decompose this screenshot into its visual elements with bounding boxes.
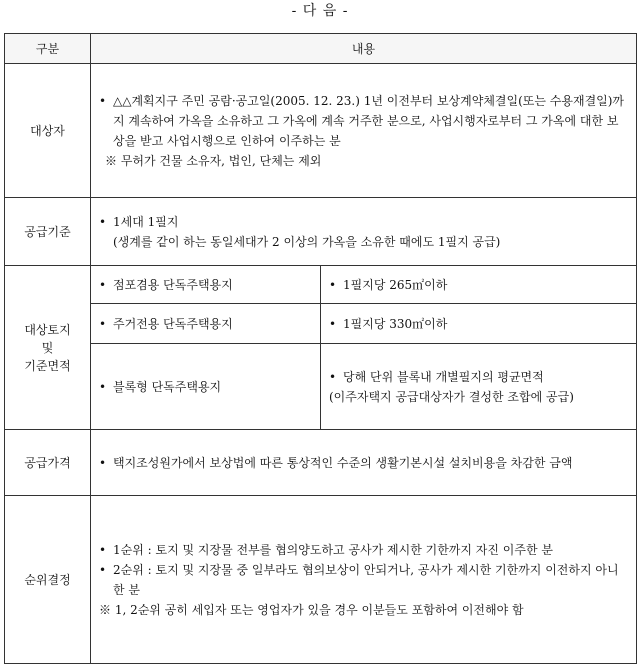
land-area: • 당해 단위 블록내 개별필지의 평균면적 (329, 367, 628, 387)
land-area-cell (321, 304, 637, 344)
content-priority (91, 496, 637, 664)
row-price (5, 430, 637, 496)
supply-basis-sub: (생계를 같이 하는 동일세대가 2 이상의 가옥을 소유한 때에도 1필지 공급) (113, 234, 501, 249)
content-price (91, 430, 637, 496)
eligible-note: ※ 무허가 건물 소유자, 법인, 단체는 제외 (105, 153, 322, 168)
content-eligible (91, 64, 637, 198)
land-area-sub: (이주자택지 공급대상자가 결성한 조합에 공급) (329, 389, 574, 404)
land-row (5, 344, 637, 430)
header-row (5, 34, 637, 64)
priority-note: ※ 1, 2순위 공히 세입자 또는 영업자가 있을 경우 이분들도 포함하여 이전해야 함 (99, 602, 524, 617)
content-supply-basis (91, 198, 637, 266)
row-supply-basis (5, 198, 637, 266)
price-bullet: • 택지조성원가에서 보상법에 따른 통상적인 수준의 생활기본시설 설치비용을 차감한 금액 (99, 453, 628, 473)
label-priority: 순위결정 (5, 496, 91, 664)
label-land-line3: 기준면적 (24, 358, 71, 373)
supply-basis-bullet: • 1세대 1필지 (99, 212, 628, 232)
header-category: 구분 (5, 34, 91, 64)
label-eligible: 대상자 (5, 64, 91, 198)
land-type: • 블록형 단독주택용지 (99, 377, 312, 397)
land-row (5, 266, 637, 304)
land-type: • 점포겸용 단독주택용지 (99, 275, 312, 295)
land-area: • 1필지당 330㎡이하 (329, 314, 628, 334)
eligible-bullet: • △△계획지구 주민 공람·공고일(2005. 12. 23.) 1년 이전부터 보상계약체결일(또는 수용재결일)까지 계속하여 가옥을 소유하고 그 가옥에 계속 거주한 분으로, 사업시행자로부터 그 가옥에 대한 보상을 받고 사업시행으로 인하여 이주하는 분 (99, 91, 628, 151)
label-land (5, 266, 91, 430)
land-type: • 주거전용 단독주택용지 (99, 314, 312, 334)
label-land-line1: 대상토지 (24, 322, 71, 337)
land-area: • 1필지당 265㎡이하 (329, 275, 628, 295)
land-area-cell (321, 344, 637, 430)
priority-first: • 1순위 : 토지 및 지장물 전부를 협의양도하고 공사가 제시한 기한까지 자진 이주한 분 (99, 540, 628, 560)
document-title: - 다 음 - (291, 3, 349, 19)
land-area-cell (321, 266, 637, 304)
label-land-line2: 및 (41, 340, 54, 355)
header-content: 내용 (91, 34, 637, 64)
row-priority (5, 496, 637, 664)
land-row (5, 304, 637, 344)
label-supply-basis: 공급기준 (5, 198, 91, 266)
priority-second: • 2순위 : 토지 및 지장물 중 일부라도 협의보상이 안되거나, 공사가 제시한 기한까지 이전하지 아니한 분 (99, 560, 628, 600)
label-price: 공급가격 (5, 430, 91, 496)
info-table (4, 33, 637, 664)
land-type-cell (91, 266, 321, 304)
land-type-cell (91, 344, 321, 430)
land-type-cell (91, 304, 321, 344)
row-eligible (5, 64, 637, 198)
